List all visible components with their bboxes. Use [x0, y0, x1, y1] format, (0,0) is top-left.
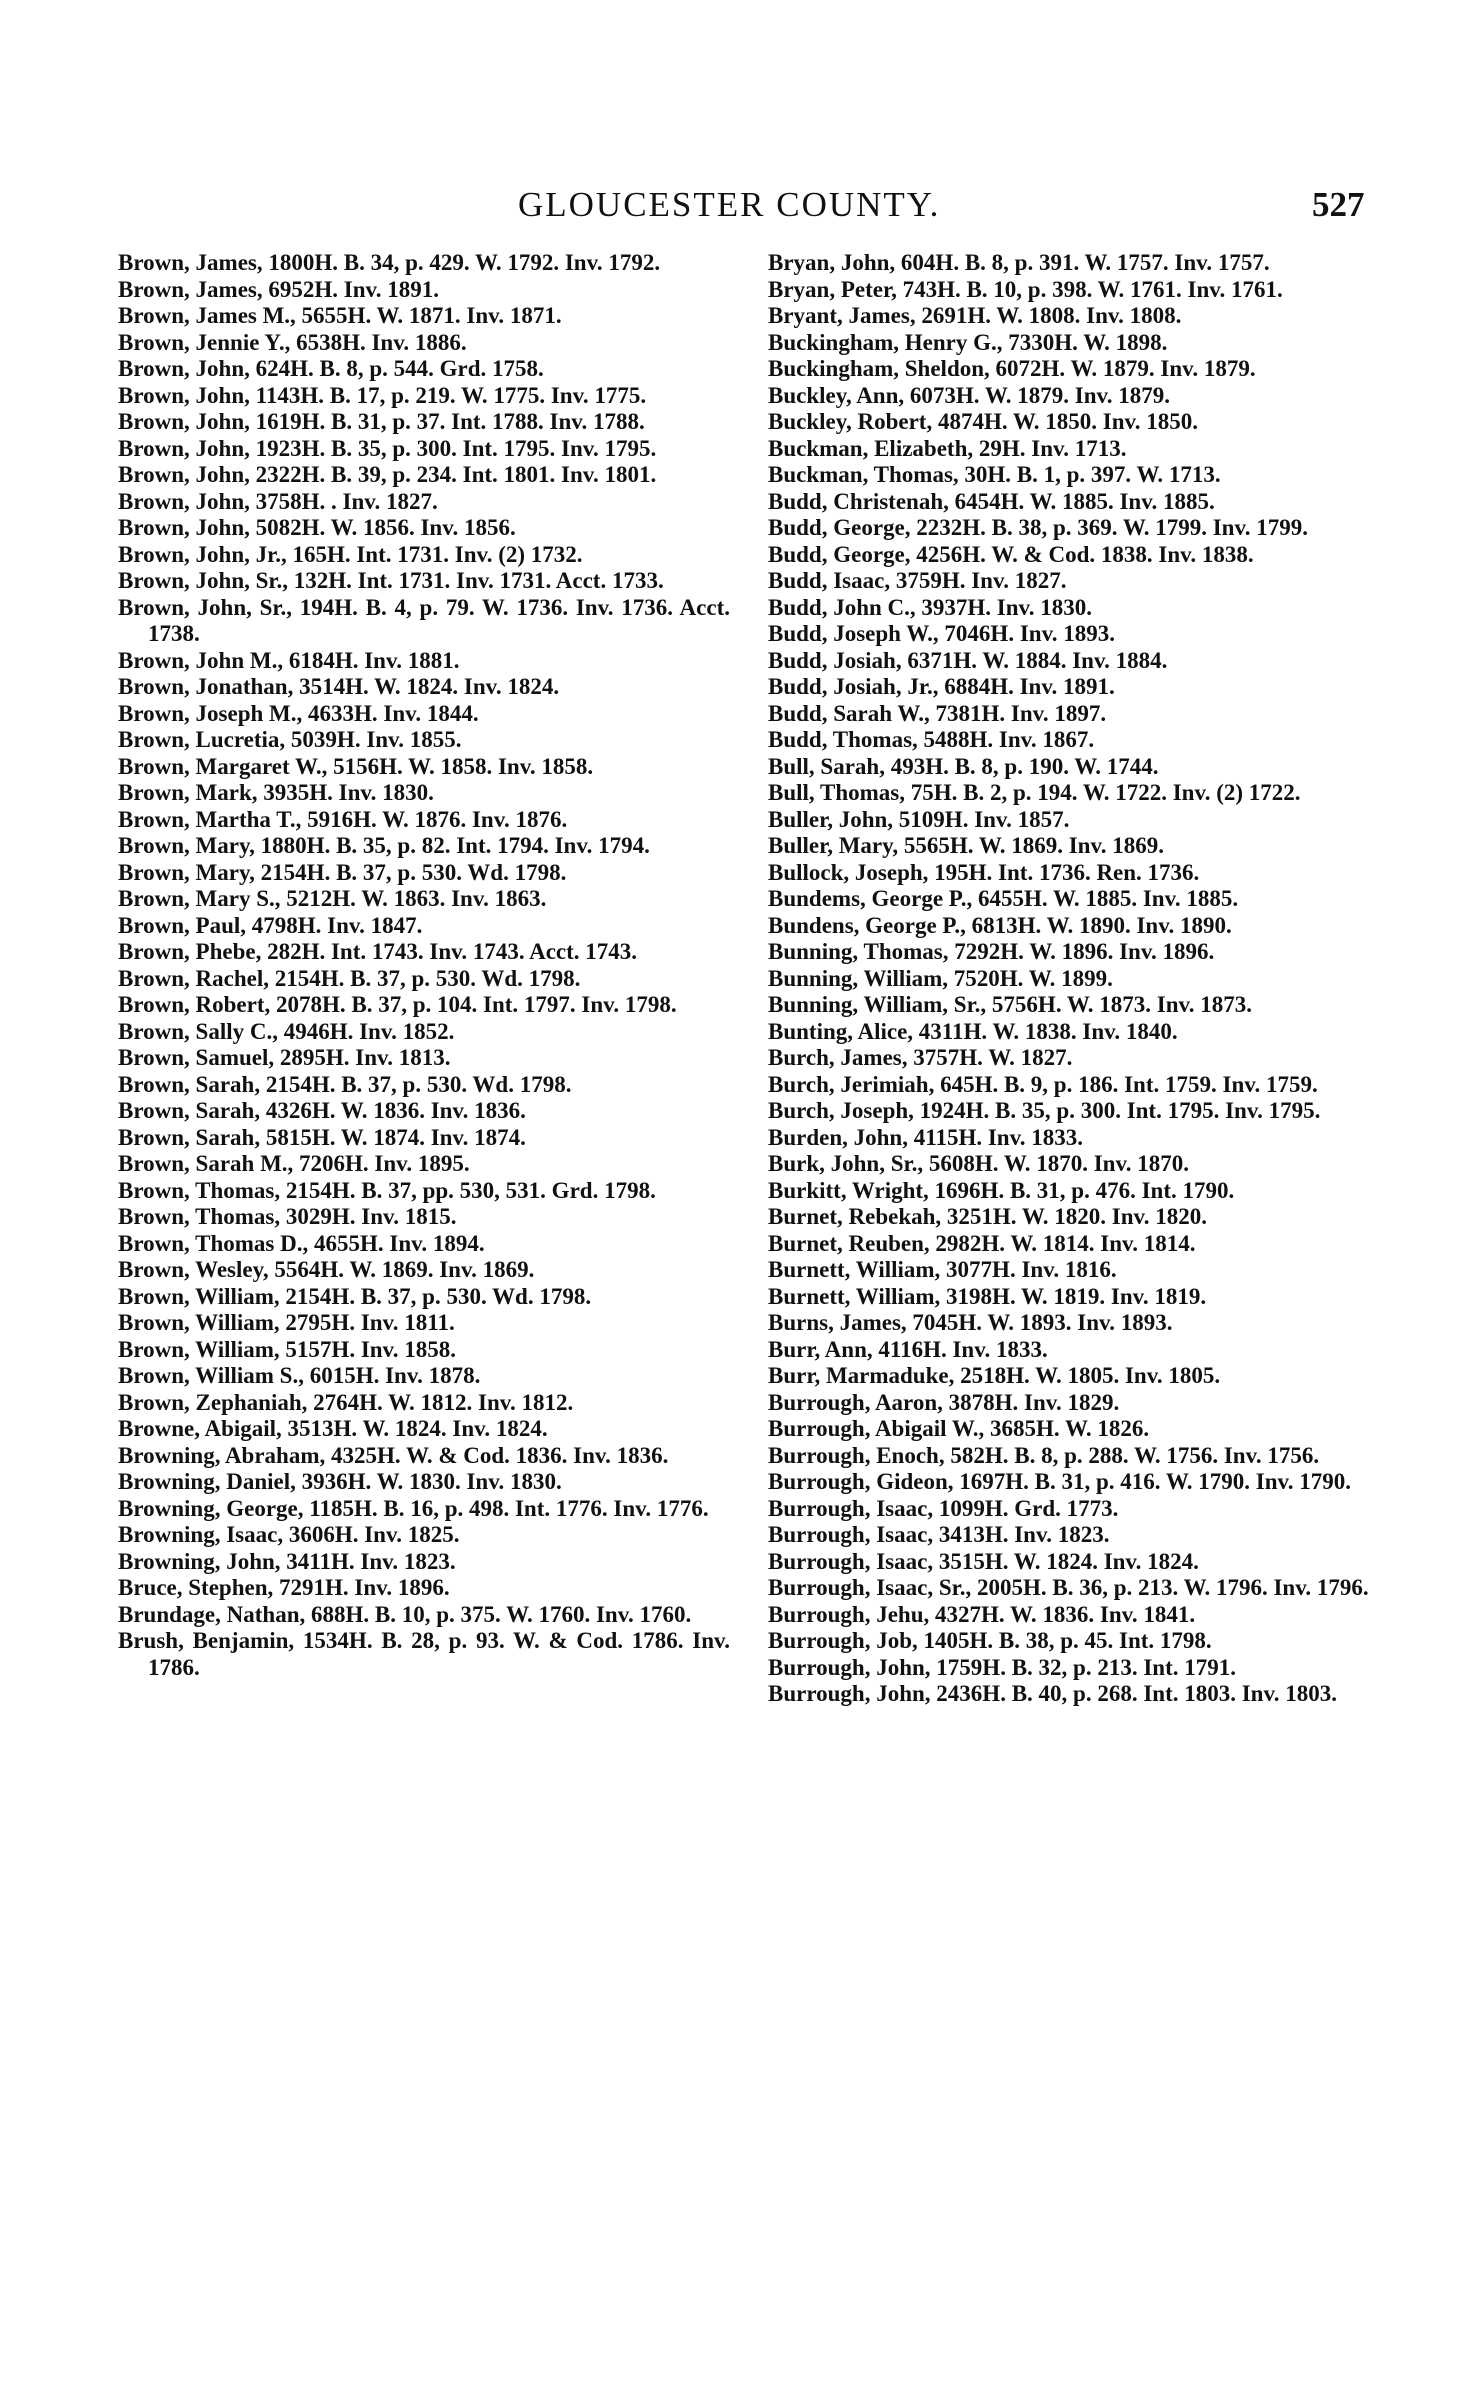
index-entry: Brown, Thomas, 2154H. B. 37, pp. 530, 531. Grd. 1798.	[118, 1177, 656, 1203]
index-entry: Browning, Abraham, 4325H. W. & Cod. 1836. Inv. 1836.	[118, 1442, 669, 1468]
index-entry: Brown, James, 1800H. B. 34, p. 429. W. 1792. Inv. 1792.	[118, 250, 661, 275]
index-entry: Budd, Christenah, 6454H. W. 1885. Inv. 1885.	[768, 488, 1215, 514]
index-entry: Brown, John, 3758H. . Inv. 1827.	[118, 488, 438, 514]
index-entry: Brown, John, 1923H. B. 35, p. 300. Int. 1795. Inv. 1795.	[118, 435, 657, 461]
index-entry: Burrough, Isaac, 3515H. W. 1824. Inv. 1824.	[768, 1548, 1199, 1574]
index-entry: Budd, Joseph W., 7046H. Inv. 1893.	[768, 621, 1116, 646]
index-entry: Bryant, James, 2691H. W. 1808. Inv. 1808.	[768, 303, 1182, 328]
index-entry: Bundens, George P., 6813H. W. 1890. Inv. 1890.	[768, 912, 1232, 938]
index-entry: Burr, Ann, 4116H. Inv. 1833.	[768, 1336, 1048, 1362]
index-entry: Buckley, Robert, 4874H. W. 1850. Inv. 1850.	[768, 409, 1199, 434]
index-entry: Browning, John, 3411H. Inv. 1823.	[118, 1548, 456, 1574]
index-entry: Burkitt, Wright, 1696H. B. 31, p. 476. Int. 1790.	[768, 1177, 1235, 1203]
index-entry: Brown, John, 2322H. B. 39, p. 234. Int. 1801. Inv. 1801.	[118, 462, 657, 487]
index-entry: Burnett, William, 3198H. W. 1819. Inv. 1819.	[768, 1283, 1207, 1309]
index-entry: Brown, Thomas, 3029H. Inv. 1815.	[118, 1204, 457, 1229]
page-number: 527	[1312, 185, 1365, 224]
index-entry: Budd, Josiah, Jr., 6884H. Inv. 1891.	[768, 674, 1115, 699]
index-entry: Brown, William, 2795H. Inv. 1811.	[118, 1310, 455, 1335]
index-entry: Browne, Abigail, 3513H. W. 1824. Inv. 1824.	[118, 1416, 548, 1441]
index-entry: Burrough, Gideon, 1697H. B. 31, p. 416. W. 1790. Inv. 1790.	[768, 1469, 1352, 1494]
index-entry: Brown, Sarah M., 7206H. Inv. 1895.	[118, 1151, 470, 1176]
index-entry: Buller, John, 5109H. Inv. 1857.	[768, 806, 1070, 832]
index-entry: Burk, John, Sr., 5608H. W. 1870. Inv. 1870.	[768, 1151, 1189, 1176]
index-entry: Brown, Martha T., 5916H. W. 1876. Inv. 1876.	[118, 806, 568, 832]
index-entry: Brown, Sarah, 4326H. W. 1836. Inv. 1836.	[118, 1098, 526, 1123]
left-column	[118, 250, 730, 1681]
index-entry: Bunning, Thomas, 7292H. W. 1896. Inv. 1896.	[768, 939, 1215, 964]
index-entry: Bunting, Alice, 4311H. W. 1838. Inv. 1840.	[768, 1018, 1178, 1044]
index-entry: Brown, John M., 6184H. Inv. 1881.	[118, 647, 460, 673]
index-entry: Brown, Phebe, 282H. Int. 1743. Inv. 1743. Acct. 1743.	[118, 939, 638, 964]
index-entry: Brown, Mary, 2154H. B. 37, p. 530. Wd. 1798.	[118, 859, 567, 885]
index-entry: Brown, Mark, 3935H. Inv. 1830.	[118, 780, 434, 805]
index-entry: Brown, Margaret W., 5156H. W. 1858. Inv. 1858.	[118, 753, 594, 779]
index-entry: Buckman, Thomas, 30H. B. 1, p. 397. W. 1713.	[768, 462, 1221, 487]
index-entry: Bullock, Joseph, 195H. Int. 1736. Ren. 1736.	[768, 859, 1200, 885]
index-entry: Budd, Thomas, 5488H. Inv. 1867.	[768, 727, 1095, 752]
index-entry: Brown, Mary S., 5212H. W. 1863. Inv. 1863.	[118, 886, 547, 911]
index-entry: Brown, John, 5082H. W. 1856. Inv. 1856.	[118, 515, 516, 540]
index-entry: Burch, Joseph, 1924H. B. 35, p. 300. Int. 1795. Inv. 1795.	[768, 1098, 1321, 1123]
index-entry: Burnet, Reuben, 2982H. W. 1814. Inv. 1814.	[768, 1230, 1196, 1256]
index-entry: Buller, Mary, 5565H. W. 1869. Inv. 1869.	[768, 833, 1164, 858]
index-entry: Buckley, Ann, 6073H. W. 1879. Inv. 1879.	[768, 382, 1170, 408]
index-entry: Buckingham, Sheldon, 6072H. W. 1879. Inv. 1879.	[768, 356, 1256, 381]
index-entry: Budd, Sarah W., 7381H. Inv. 1897.	[768, 700, 1107, 726]
index-entry: Brown, William, 2154H. B. 37, p. 530. Wd. 1798.	[118, 1283, 592, 1309]
index-entry: Brown, William S., 6015H. Inv. 1878.	[118, 1363, 481, 1388]
index-entry: Bryan, Peter, 743H. B. 10, p. 398. W. 1761. Inv. 1761.	[768, 276, 1283, 302]
index-entry: Budd, George, 4256H. W. & Cod. 1838. Inv. 1838.	[768, 541, 1254, 567]
index-entry: Budd, George, 2232H. B. 38, p. 369. W. 1799. Inv. 1799.	[768, 515, 1308, 540]
index-entry: Budd, Josiah, 6371H. W. 1884. Inv. 1884.	[768, 647, 1168, 673]
index-entry: Budd, Isaac, 3759H. Inv. 1827.	[768, 568, 1067, 593]
index-entry: Brown, Paul, 4798H. Inv. 1847.	[118, 912, 423, 938]
index-entry: Brown, John, Sr., 132H. Int. 1731. Inv. 1731. Acct. 1733.	[118, 568, 664, 593]
index-entry: Brown, Sarah, 5815H. W. 1874. Inv. 1874.	[118, 1124, 526, 1150]
index-entry: Bunning, William, 7520H. W. 1899.	[768, 965, 1113, 991]
index-entry: Brown, John, 624H. B. 8, p. 544. Grd. 1758.	[118, 356, 544, 381]
index-entry: Burrough, Jehu, 4327H. W. 1836. Inv. 1841.	[768, 1601, 1196, 1627]
index-entry: Brown, John, 1619H. B. 31, p. 37. Int. 1788. Inv. 1788.	[118, 409, 645, 434]
index-entry: Burrough, Job, 1405H. B. 38, p. 45. Int. 1798.	[768, 1628, 1212, 1653]
right-column	[768, 250, 1380, 1708]
index-entry: Buckman, Elizabeth, 29H. Inv. 1713.	[768, 435, 1127, 461]
index-entry: Burrough, John, 2436H. B. 40, p. 268. Int. 1803. Inv. 1803.	[768, 1681, 1337, 1706]
index-entry: Bull, Thomas, 75H. B. 2, p. 194. W. 1722. Inv. (2) 1722.	[768, 780, 1301, 805]
index-entry: Burrough, Enoch, 582H. B. 8, p. 288. W. 1756. Inv. 1756.	[768, 1442, 1320, 1468]
index-entry: Burden, John, 4115H. Inv. 1833.	[768, 1124, 1084, 1150]
index-entry: Brown, Sarah, 2154H. B. 37, p. 530. Wd. 1798.	[118, 1071, 572, 1097]
index-entry: Brown, William, 5157H. Inv. 1858.	[118, 1336, 457, 1362]
index-entry: Bruce, Stephen, 7291H. Inv. 1896.	[118, 1575, 450, 1600]
running-title: GLOUCESTER COUNTY.	[518, 185, 941, 224]
index-entry: Bryan, John, 604H. B. 8, p. 391. W. 1757. Inv. 1757.	[768, 250, 1270, 275]
index-entry: Burrough, Isaac, Sr., 2005H. B. 36, p. 213. W. 1796. Inv. 1796.	[768, 1575, 1369, 1600]
index-entry: Brown, John, 1143H. B. 17, p. 219. W. 1775. Inv. 1775.	[118, 382, 647, 408]
index-entry: Bull, Sarah, 493H. B. 8, p. 190. W. 1744.	[768, 753, 1159, 779]
index-entry: Brown, Samuel, 2895H. Inv. 1813.	[118, 1045, 451, 1070]
index-entry: Brown, Rachel, 2154H. B. 37, p. 530. Wd. 1798.	[118, 965, 581, 991]
index-entry: Burrough, John, 1759H. B. 32, p. 213. Int. 1791.	[768, 1654, 1236, 1680]
index-entry: Brown, Jennie Y., 6538H. Inv. 1886.	[118, 329, 467, 355]
index-entry: Burrough, Aaron, 3878H. Inv. 1829.	[768, 1389, 1120, 1415]
index-entry: Burnett, William, 3077H. Inv. 1816.	[768, 1257, 1117, 1282]
index-entry: Burns, James, 7045H. W. 1893. Inv. 1893.	[768, 1310, 1173, 1335]
index-entry: Brown, James, 6952H. Inv. 1891.	[118, 276, 439, 302]
index-entry: Budd, John C., 3937H. Inv. 1830.	[768, 594, 1093, 620]
index-entry: Burr, Marmaduke, 2518H. W. 1805. Inv. 1805.	[768, 1363, 1221, 1388]
index-entry: Brown, Zephaniah, 2764H. W. 1812. Inv. 1812.	[118, 1389, 574, 1415]
index-entry: Brown, Sally C., 4946H. Inv. 1852.	[118, 1018, 455, 1044]
page-header	[0, 185, 1479, 235]
index-entry: Brown, Jonathan, 3514H. W. 1824. Inv. 1824.	[118, 674, 560, 699]
index-entry: Brush, Benjamin, 1534H. B. 28, p. 93. W. & Cod. 1786. Inv. 1786.	[118, 1628, 730, 1680]
index-entry: Browning, Daniel, 3936H. W. 1830. Inv. 1830.	[118, 1469, 562, 1494]
index-entry: Brown, Joseph M., 4633H. Inv. 1844.	[118, 700, 479, 726]
index-entry: Browning, George, 1185H. B. 16, p. 498. Int. 1776. Inv. 1776.	[118, 1495, 709, 1521]
index-entry: Brown, John, Jr., 165H. Int. 1731. Inv. (2) 1732.	[118, 541, 583, 567]
index-entry: Brown, James M., 5655H. W. 1871. Inv. 1871.	[118, 303, 562, 328]
index-entry: Brown, Thomas D., 4655H. Inv. 1894.	[118, 1230, 485, 1256]
index-entry: Burch, James, 3757H. W. 1827.	[768, 1045, 1073, 1070]
index-entry: Burch, Jerimiah, 645H. B. 9, p. 186. Int. 1759. Inv. 1759.	[768, 1071, 1318, 1097]
index-entry: Brown, John, Sr., 194H. B. 4, p. 79. W. 1736. Inv. 1736. Acct. 1738.	[118, 594, 730, 646]
index-entry: Burrough, Isaac, 1099H. Grd. 1773.	[768, 1495, 1119, 1521]
index-entry: Brown, Mary, 1880H. B. 35, p. 82. Int. 1794. Inv. 1794.	[118, 833, 650, 858]
index-entry: Bundems, George P., 6455H. W. 1885. Inv. 1885.	[768, 886, 1239, 911]
index-entry: Brown, Wesley, 5564H. W. 1869. Inv. 1869.	[118, 1257, 535, 1282]
index-entry: Browning, Isaac, 3606H. Inv. 1825.	[118, 1522, 460, 1547]
index-entry: Burnet, Rebekah, 3251H. W. 1820. Inv. 1820.	[768, 1204, 1207, 1229]
index-entry: Burrough, Abigail W., 3685H. W. 1826.	[768, 1416, 1150, 1441]
index-entry: Bunning, William, Sr., 5756H. W. 1873. Inv. 1873.	[768, 992, 1253, 1017]
index-entry: Brown, Lucretia, 5039H. Inv. 1855.	[118, 727, 462, 752]
index-entry: Burrough, Isaac, 3413H. Inv. 1823.	[768, 1522, 1110, 1547]
index-entry: Brown, Robert, 2078H. B. 37, p. 104. Int. 1797. Inv. 1798.	[118, 992, 677, 1017]
index-entry: Brundage, Nathan, 688H. B. 10, p. 375. W. 1760. Inv. 1760.	[118, 1601, 692, 1627]
index-entry: Buckingham, Henry G., 7330H. W. 1898.	[768, 329, 1168, 355]
